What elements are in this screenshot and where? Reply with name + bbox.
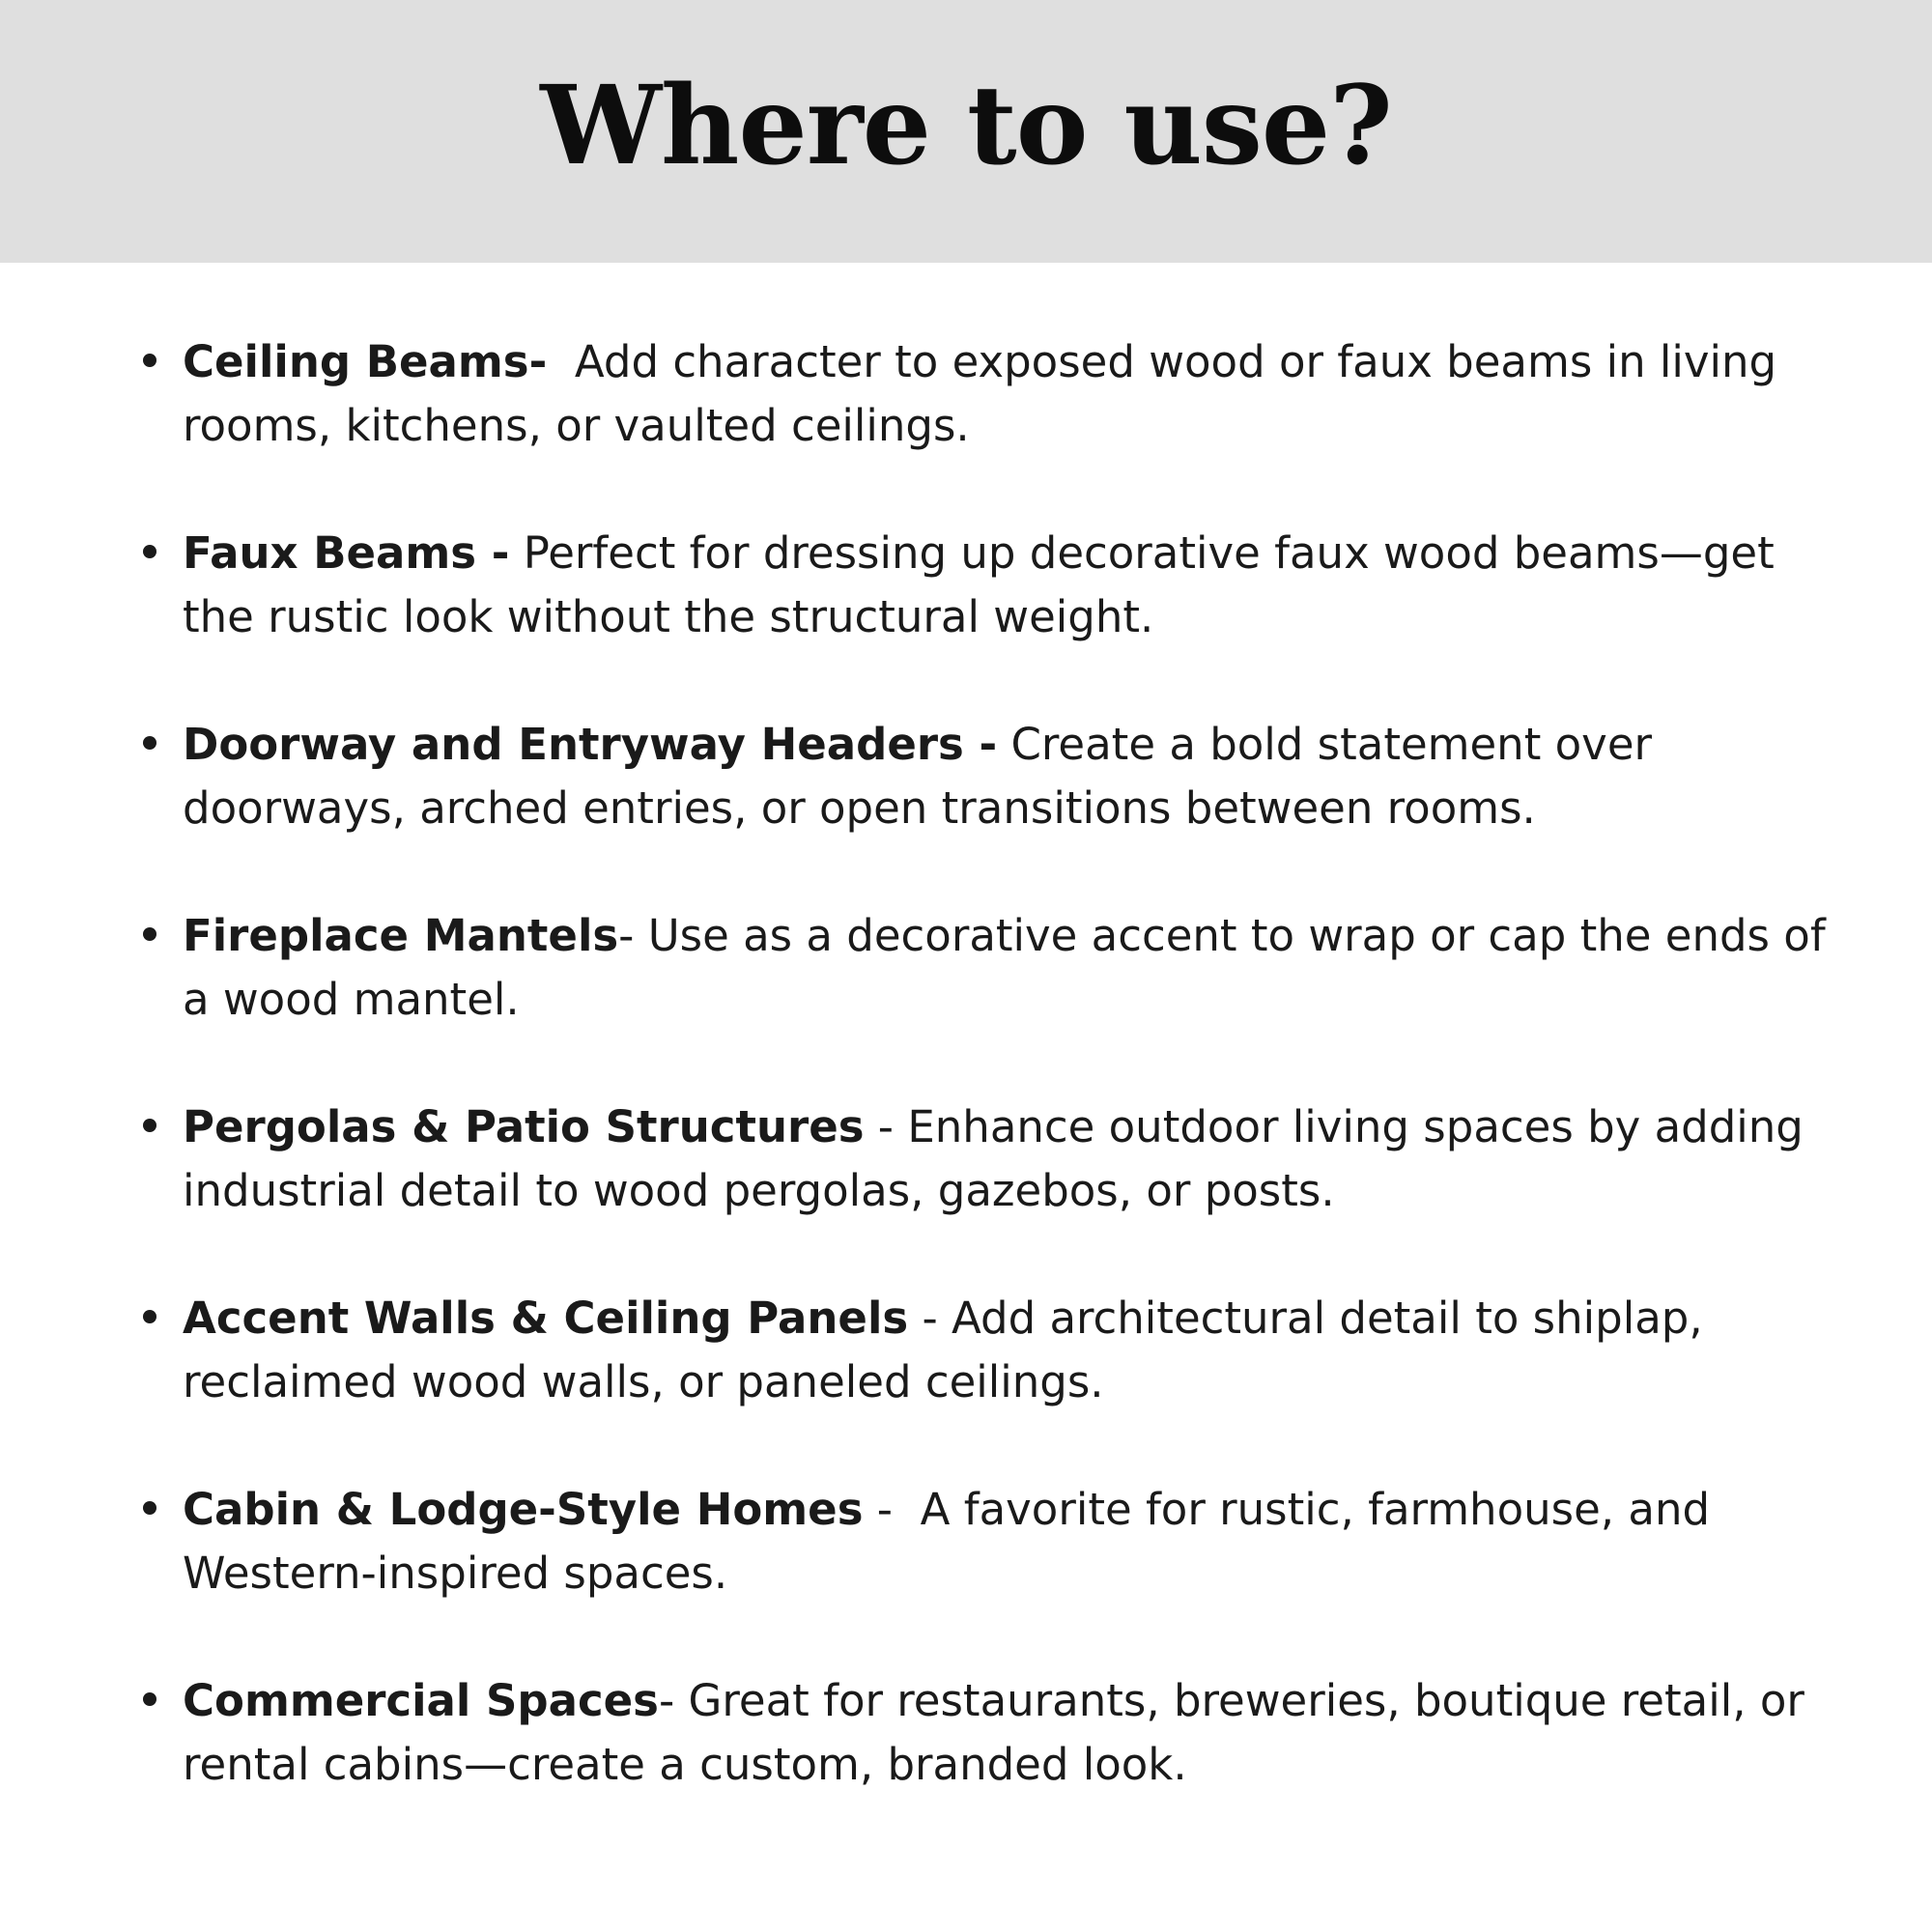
list-item-doorway-headers: [0, 713, 1932, 904]
item-description: Add character to exposed wood or faux beams in living rooms, kitchens, or vaulted ceilings.: [183, 336, 1791, 451]
header-band: [0, 0, 1932, 263]
list-item-pergolas: [0, 1095, 1932, 1287]
item-term: Commercial Spaces: [183, 1675, 659, 1726]
bullet-icon: [143, 545, 156, 558]
bullet-icon: [143, 1501, 156, 1515]
bullet-icon: [143, 1119, 156, 1132]
page-title: Where to use?: [540, 62, 1392, 189]
item-term: Accent Walls & Ceiling Panels: [183, 1293, 909, 1344]
item-description: - A favorite for rustic, farmhouse, and Western-inspired spaces.: [183, 1484, 1724, 1599]
list-item-fireplace-mantels: [0, 904, 1932, 1095]
item-term: Doorway and Entryway Headers -: [183, 719, 998, 770]
bullet-icon: [143, 1310, 156, 1323]
list-item-ceiling-beams: [0, 330, 1932, 522]
list-item-accent-walls: [0, 1287, 1932, 1478]
item-description: - Enhance outdoor living spaces by adding industrial detail to wood pergolas, gazebos, or posts.: [183, 1101, 1818, 1216]
item-term: Cabin & Lodge-Style Homes: [183, 1484, 864, 1535]
item-description: - Great for restaurants, breweries, boutique retail, or rental cabins—create a custom, branded look.: [183, 1675, 1819, 1790]
item-description: - Add architectural detail to shiplap, reclaimed wood walls, or paneled ceilings.: [183, 1293, 1717, 1407]
list-item-cabin-lodge: [0, 1478, 1932, 1669]
item-term: Fireplace Mantels: [183, 910, 619, 961]
list-item-faux-beams: [0, 522, 1932, 713]
item-term: Ceiling Beams-: [183, 336, 548, 387]
item-description: Create a bold statement over doorways, arched entries, or open transitions between rooms.: [183, 719, 1666, 834]
bullet-icon: [143, 736, 156, 750]
item-term: Pergolas & Patio Structures: [183, 1101, 865, 1152]
list-item-commercial-spaces: [0, 1669, 1932, 1861]
bullet-icon: [143, 354, 156, 367]
bullet-icon: [143, 1692, 156, 1706]
item-description: - Use as a decorative accent to wrap or cap the ends of a wood mantel.: [183, 910, 1839, 1025]
item-term: Faux Beams -: [183, 527, 510, 579]
use-list: [0, 330, 1932, 1861]
item-description: Perfect for dressing up decorative faux wood beams—get the rustic look without the structural weight.: [183, 527, 1789, 642]
bullet-icon: [143, 927, 156, 941]
